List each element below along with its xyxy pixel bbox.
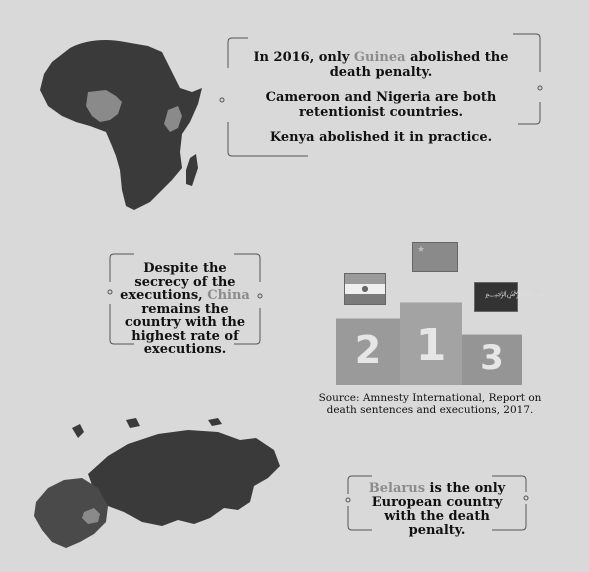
china-line5: country with the (124, 315, 246, 330)
belarus-line1-suffix: is the only (425, 481, 506, 496)
iran-flag: ● (344, 273, 386, 305)
podium-rank-second: 2 (354, 328, 382, 372)
guinea-highlight: Guinea (353, 50, 406, 65)
podium-rank-third: 3 (480, 338, 504, 378)
china-text (110, 262, 260, 357)
europe-russia-map (28, 414, 286, 556)
china-line4: remains the (141, 301, 229, 317)
china-line2: secrecy of the (134, 274, 236, 290)
belarus-line2: European country (371, 495, 503, 510)
africa-map (30, 30, 210, 220)
africa-line2: death penalty. (329, 65, 433, 80)
africa-line1-prefix: In 2016, only (253, 50, 354, 65)
star-icon: ★ (417, 245, 426, 255)
podium (336, 240, 547, 386)
china-line6: highest rate of (131, 328, 239, 344)
saudi-flag (474, 282, 547, 312)
source-line1: Source: Amnesty International, Report on (318, 392, 542, 404)
belarus-highlight-text: Belarus (368, 481, 426, 496)
china-line7: executions. (143, 342, 227, 357)
saudi-emblem-icon: ﷽ (485, 289, 547, 298)
africa-line1-suffix: abolished the (405, 50, 509, 65)
belarus-line4: penalty. (408, 523, 466, 538)
china-line1: Despite the (143, 261, 227, 276)
africa-line5: Kenya abolished it in practice. (269, 130, 493, 145)
africa-line3: Cameroon and Nigeria are both (265, 90, 497, 105)
belarus-line3: with the death (384, 509, 490, 524)
madagascar (186, 154, 198, 186)
podium-rank-first: 1 (415, 320, 447, 371)
russia-region (88, 430, 280, 526)
belarus-text (350, 482, 524, 538)
africa-text (236, 50, 526, 145)
source-line2: death sentences and executions, 2017. (326, 404, 534, 416)
africa-line4: retentionist countries. (298, 105, 464, 120)
china-line3-prefix: executions, (120, 288, 208, 303)
china-highlight: China (207, 288, 250, 303)
source-note (300, 392, 560, 416)
china-flag (412, 242, 458, 272)
